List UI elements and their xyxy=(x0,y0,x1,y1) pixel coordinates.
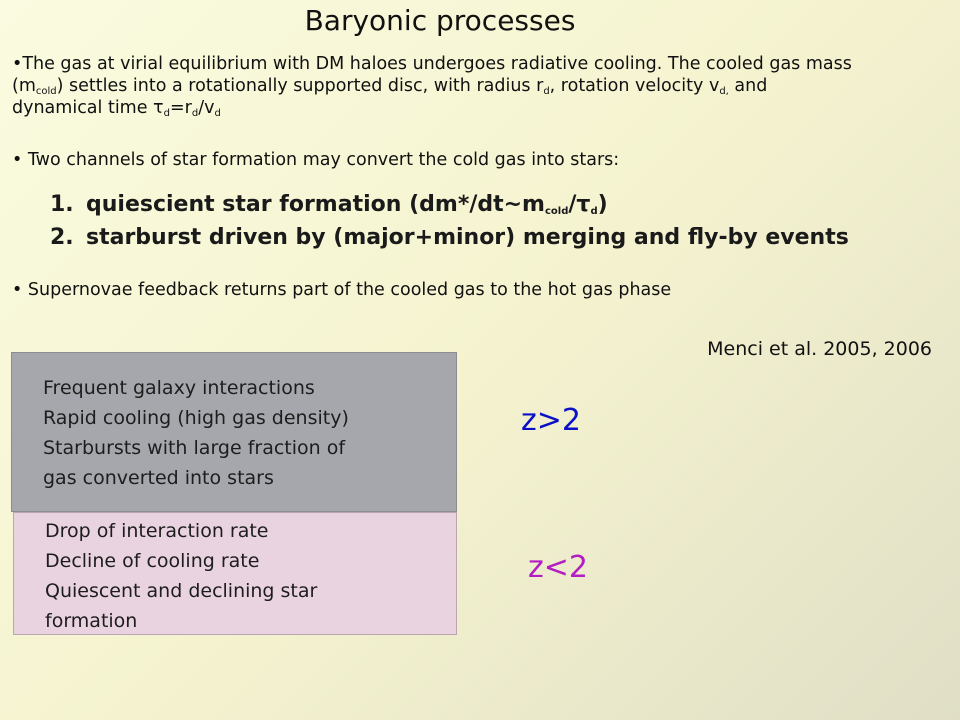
low-z-line: formation xyxy=(45,610,138,632)
z-greater-than-2-label: z>2 xyxy=(521,403,581,438)
high-z-line: Frequent galaxy interactions xyxy=(43,377,315,399)
high-z-box xyxy=(11,352,457,512)
channels-list xyxy=(50,188,940,254)
citation: Menci et al. 2005, 2006 xyxy=(707,338,932,360)
list-item-quiescent: 1. quiescient star formation $(dm*/dt\sim m_{cold}/\tau_d)$ xyxy=(50,192,608,217)
low-z-line: Drop of interaction rate xyxy=(45,520,269,542)
z-less-than-2-label: z<2 xyxy=(528,550,588,585)
high-z-line: Rapid cooling (high gas density) xyxy=(43,407,349,429)
high-z-line: Starbursts with large fraction of xyxy=(43,437,346,459)
low-z-line: Decline of cooling rate xyxy=(45,550,260,572)
slide-title: Baryonic processes xyxy=(304,4,576,37)
list-item-starburst: 2. starburst driven by (major+minor) merging and fly-by events xyxy=(50,225,849,250)
high-z-line: gas converted into stars xyxy=(43,467,274,489)
low-z-box xyxy=(13,512,457,635)
paragraph-supernovae: • Supernovae feedback returns part of the cooled gas to the hot gas phase xyxy=(12,280,672,300)
low-z-line: Quiescent and declining star xyxy=(45,580,318,602)
paragraph-star-formation-channels: • Two channels of star formation may convert the cold gas into stars: xyxy=(12,150,620,170)
paragraph-cooling: •The gas at virial equilibrium with DM haloes undergoes radiative cooling. The cooled gas mass $(m_{cold})$ settles into a rotationally supported disc, with radius $r_d$, rotation velocity $v_{d,}$ and dynamical time $\tau_d=r_d/v_d$ xyxy=(12,54,852,119)
